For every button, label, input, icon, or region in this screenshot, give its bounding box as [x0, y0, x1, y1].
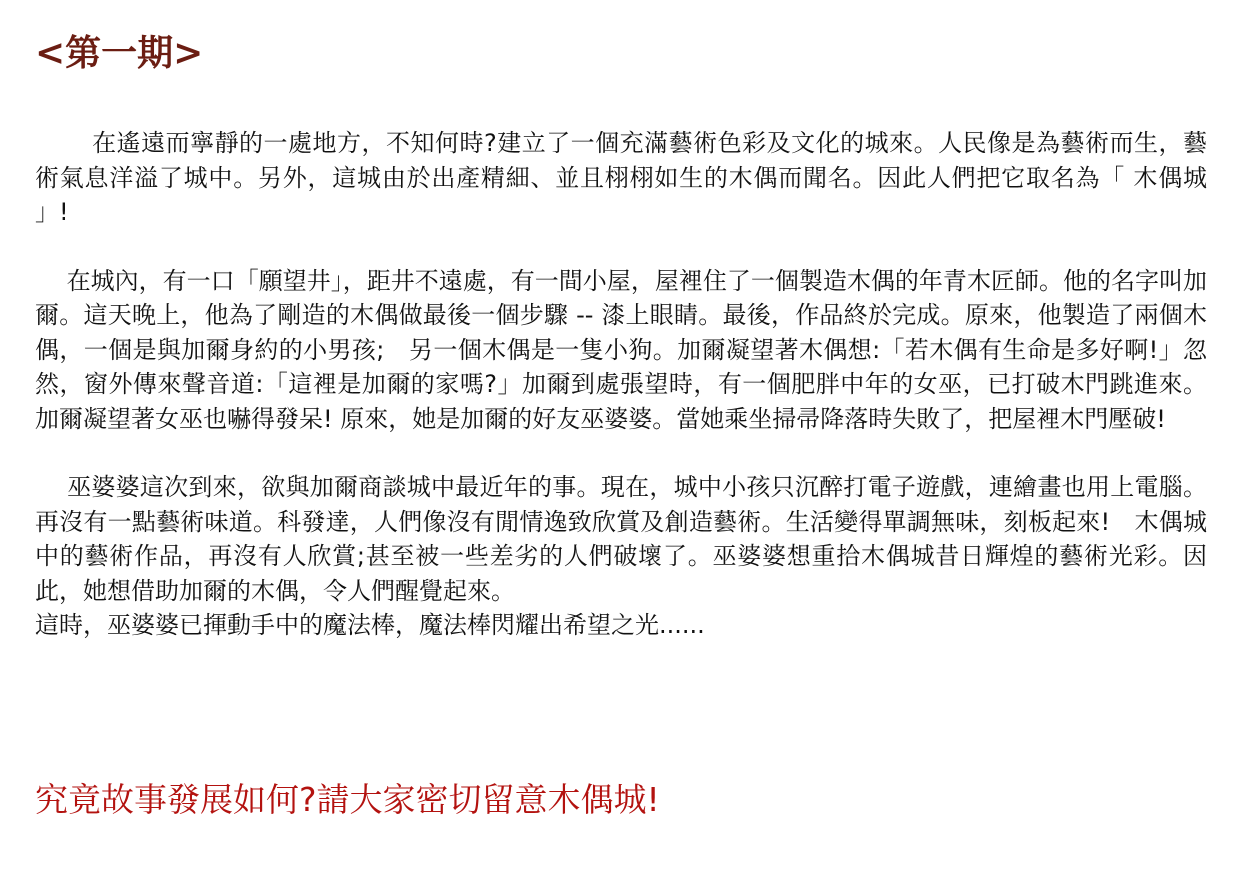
episode-title: <第一期> — [35, 32, 204, 74]
story-paragraph-3: 巫婆婆這次到來，欲與加爾商談城中最近年的事。現在，城中小孩只沉醉打電子遊戲，連繪畫也用上電腦。再沒有一點藝術味道。科發達，人們像沒有閒情逸致欣賞及創造藝術。生活變得單調無味，刻板起來! 木偶城中的藝術作品，再沒有人欣賞;甚至被一些差劣的人們破壞了。巫婆婆想重拾木偶城昔日輝煌的藝術光彩。因此，她想借助加爾的木偶，令人們醒覺起來。 — [35, 473, 1207, 605]
closing-line: 究竟故事發展如何?請大家密切留意木偶城! — [35, 780, 660, 819]
story-paragraph-4: 這時，巫婆婆已揮動手中的魔法棒，魔法棒閃耀出希望之光...... — [35, 611, 705, 639]
document-page — [35, 30, 1215, 819]
story-paragraph-2: 在城內，有一口「願望井」，距井不遠處，有一間小屋，屋裡住了一個製造木偶的年青木匠師。他的名字叫加爾。這天晚上，他為了剛造的木偶做最後一個步驟 -- 漆上眼睛。最後，作品終於完成。原來，他製造了兩個木偶，一個是與加爾身約的小男孩; 另一個木偶是一隻小狗。加爾凝望著木偶想:「若木偶有生命是多好啊!」忽然，窗外傳來聲音道:「這裡是加爾的家嗎?」加爾到處張望時，有一個肥胖中年的女巫，已打破木門跳進來。加爾凝望著女巫也嚇得發呆! 原來，她是加爾的好友巫婆婆。當她乘坐掃帚降落時失敗了，把屋裡木門壓破! — [35, 266, 1207, 433]
story-body — [35, 126, 1215, 643]
story-paragraph-1: 在遙遠而寧靜的一處地方，不知何時?建立了一個充滿藝術色彩及文化的城來。人民像是為藝術而生，藝術氣息洋溢了城中。另外，這城由於出產精細、並且栩栩如生的木偶而聞名。因此人們把它取名為「 木偶城 」! — [35, 129, 1215, 226]
